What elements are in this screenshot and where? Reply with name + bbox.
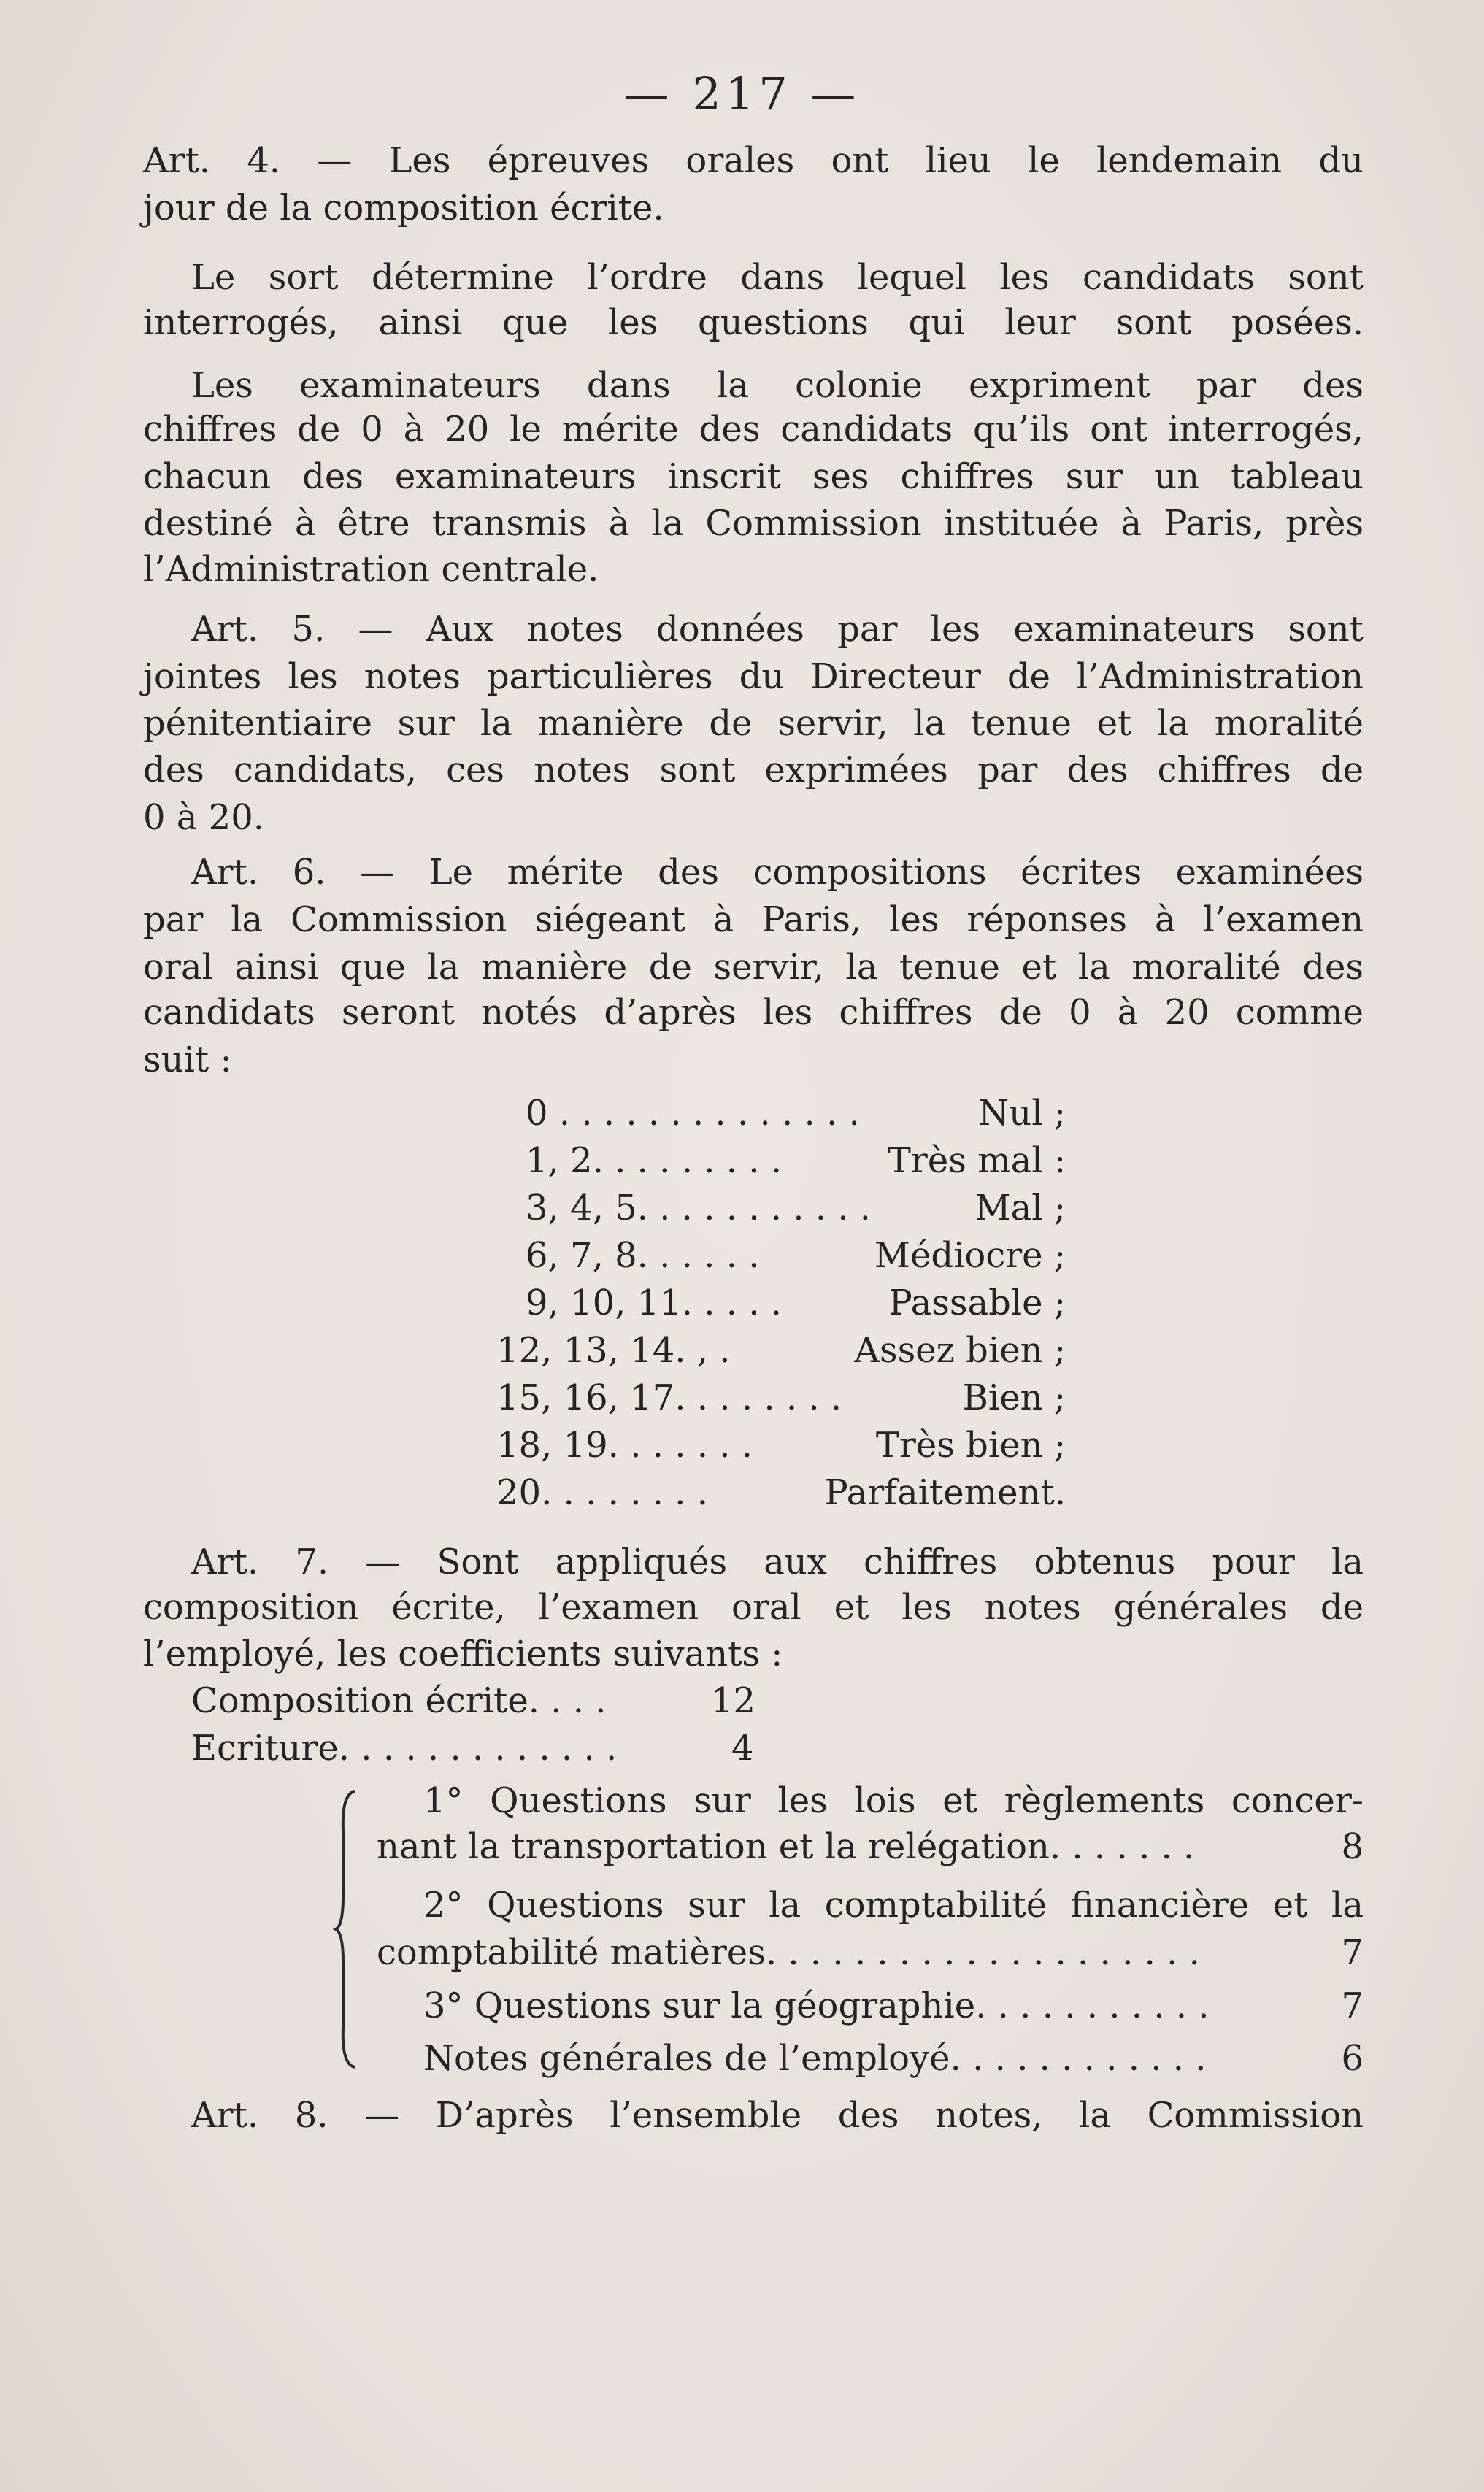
coefficient-value: 7: [1341, 1985, 1364, 2026]
coefficient-row: [377, 1825, 1364, 1869]
text-line: par la Commission siégeant à Paris, les réponses à l’examen: [143, 899, 1364, 940]
coefficient-text: Notes générales de l’employé. . . . . . . . . . . .: [423, 2038, 1207, 2079]
grade-label: Bien ;: [962, 1377, 1066, 1418]
grade-range: 15, 16, 17. . . . . . . .: [496, 1377, 842, 1418]
coefficient-label: Composition écrite. . . .: [191, 1680, 607, 1721]
coefficient-row: [191, 1679, 775, 1723]
text-line: Les examinateurs dans la colonie expriment par des: [191, 365, 1364, 406]
coefficient-row: [423, 2037, 1364, 2080]
grade-label: Assez bien ;: [854, 1330, 1066, 1371]
text-line: jour de la composition écrite.: [143, 188, 664, 228]
grade-row: [467, 1186, 1066, 1230]
grade-label: Médiocre ;: [874, 1235, 1066, 1276]
grade-row: [467, 1234, 1066, 1277]
coefficient-text: 3° Questions sur la géographie. . . . . . . . . . .: [423, 1985, 1210, 2026]
page-number: — 217 —: [623, 67, 861, 120]
text-line: l’employé, les coefficients suivants :: [143, 1634, 783, 1674]
coefficient-row: [423, 1984, 1364, 2028]
grade-label: Nul ;: [978, 1093, 1066, 1134]
grade-row: [467, 1139, 1066, 1182]
text-line: jointes les notes particulières du Directeur de l’Administration: [143, 656, 1364, 697]
coefficient-text: comptabilité matières. . . . . . . . . . . . . . . . . . . .: [377, 1932, 1200, 1973]
text-line: 0 à 20.: [143, 797, 265, 838]
coefficient-value: 8: [1341, 1826, 1364, 1867]
coefficient-text: nant la transportation et la relégation. . . . . . .: [377, 1826, 1195, 1867]
grade-range: 20. . . . . . . .: [496, 1472, 708, 1513]
grade-label: Parfaitement.: [824, 1472, 1066, 1513]
coefficient-value: 7: [1341, 1932, 1364, 1973]
grade-range: 12, 13, 14. , .: [496, 1330, 731, 1371]
text-line: oral ainsi que la manière de servir, la tenue et la moralité des: [143, 947, 1364, 988]
grade-row: [467, 1328, 1066, 1372]
grade-range: 9, 10, 11. . . . .: [526, 1282, 783, 1323]
text-line: composition écrite, l’examen oral et les notes générales de: [143, 1587, 1364, 1628]
coefficient-value: 12: [711, 1680, 756, 1721]
grade-row: [467, 1376, 1066, 1420]
coefficient-row: [191, 1726, 775, 1770]
text-line: chacun des examinateurs inscrit ses chiffres sur un tableau: [143, 456, 1364, 497]
text-line: Art. 5. — Aux notes données par les examinateurs sont: [191, 609, 1364, 650]
text-line: l’Administration centrale.: [143, 549, 599, 590]
coefficient-value: 6: [1341, 2038, 1364, 2079]
coefficient-text: 2° Questions sur la comptabilité financière et la: [423, 1885, 1364, 1926]
text-line: chiffres de 0 à 20 le mérite des candidats qu’ils ont interrogés,: [143, 409, 1364, 450]
grade-row: [467, 1471, 1066, 1515]
article-8-line: Art. 8. — D’après l’ensemble des notes, la Commission: [191, 2095, 1364, 2136]
grade-label: Mal ;: [974, 1188, 1066, 1228]
grade-range: 6, 7, 8. . . . . .: [526, 1235, 760, 1276]
grade-row: [467, 1423, 1066, 1467]
grade-range: 0 . . . . . . . . . . . . . .: [526, 1093, 860, 1134]
grade-label: Très mal :: [887, 1140, 1066, 1181]
coefficient-value: 4: [731, 1728, 754, 1769]
coefficient-text: 1° Questions sur les lois et règlements concer-: [423, 1780, 1364, 1821]
text-line: candidats seront notés d’après les chiffres de 0 à 20 comme: [143, 992, 1364, 1033]
text-line: interrogés, ainsi que les questions qui leur sont posées.: [143, 302, 1364, 343]
text-line: Art. 4. — Les épreuves orales ont lieu le lendemain du: [143, 140, 1364, 181]
curly-brace-icon: [333, 1787, 362, 2072]
grade-row: [467, 1091, 1066, 1135]
text-line: des candidats, ces notes sont exprimées par des chiffres de: [143, 750, 1364, 791]
coefficient-label: Ecriture. . . . . . . . . . . . .: [191, 1728, 618, 1769]
grade-range: 3, 4, 5. . . . . . . . . . .: [526, 1188, 872, 1228]
text-line: Art. 6. — Le mérite des compositions écrites examinées: [191, 852, 1364, 893]
coefficient-row: [377, 1931, 1364, 1974]
text-line: pénitentiaire sur la manière de servir, la tenue et la moralité: [143, 703, 1364, 744]
text-line: Le sort détermine l’ordre dans lequel les candidats sont: [191, 257, 1364, 298]
grade-range: 18, 19. . . . . . .: [496, 1425, 753, 1466]
grade-range: 1, 2. . . . . . . . .: [526, 1140, 782, 1181]
grade-label: Passable ;: [888, 1282, 1066, 1323]
grade-row: [467, 1281, 1066, 1325]
text-line: Art. 7. — Sont appliqués aux chiffres obtenus pour la: [191, 1542, 1364, 1583]
grade-label: Très bien ;: [875, 1425, 1066, 1466]
text-line: suit :: [143, 1039, 232, 1080]
text-line: destiné à être transmis à la Commission instituée à Paris, près: [143, 503, 1364, 544]
